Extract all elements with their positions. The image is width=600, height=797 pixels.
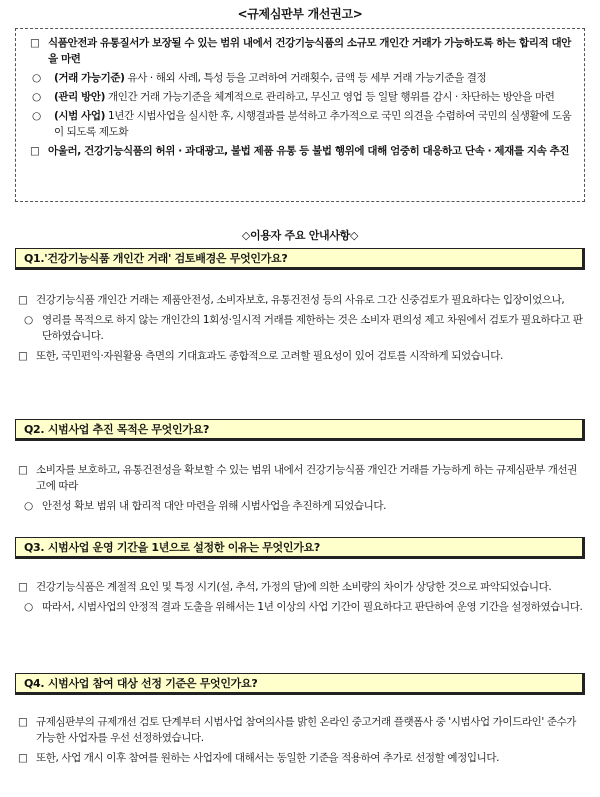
item-label: (관리 방안) (54, 91, 106, 103)
square-bullet-icon: □ (18, 716, 28, 728)
answer-paragraph (18, 348, 584, 364)
page-title: <규제심판부 개선권고> (237, 7, 363, 21)
circle-bullet-icon: ○ (32, 110, 41, 122)
square-bullet-icon: □ (18, 581, 28, 593)
square-bullet-icon: □ (18, 752, 28, 764)
square-bullet-icon: □ (18, 350, 28, 362)
answer-block-q3 (18, 579, 584, 619)
answer-sub-paragraph (18, 498, 584, 514)
answer-paragraph (18, 579, 584, 595)
question-bar-q2: Q2. 시범사업 추진 목적은 무엇인가요? (15, 419, 585, 441)
answer-block-q2 (18, 462, 584, 518)
paragraph-text: 식품안전과 유통질서가 보장될 수 있는 범위 내에서 건강기능식품의 소규모 개인간 거래가 가능하도록 하는 합리적 대안을 마련 (48, 37, 571, 65)
answer-text: 안전성 확보 범위 내 합리적 대안 마련을 위해 시범사업을 추진하게 되었습니다. (42, 500, 387, 512)
item-label: (시범 사업) (54, 110, 106, 122)
answer-sub-paragraph (18, 599, 584, 615)
recommendation-paragraph (30, 143, 574, 159)
answer-text: 영리를 목적으로 하지 않는 개인간의 1회성·일시적 거래를 제한하는 것은 소비자 편의성 제고 차원에서 검토가 필요하다고 판단하였습니다. (42, 314, 583, 342)
answer-text: 따라서, 시범사업의 안정적 결과 도출을 위해서는 1년 이상의 사업 기간이 필요하다고 판단하여 운영 기간을 설정하였습니다. (42, 601, 583, 613)
item-text: 유사 · 해외 사례, 특성 등을 고려하여 거래횟수, 금액 등 세부 거래 가능기준을 결정 (127, 72, 487, 84)
recommendation-paragraph (30, 35, 574, 67)
answer-text: 또한, 사업 개시 이후 참여를 원하는 사업자에 대해서는 동일한 기준을 적용하여 추가로 선정할 예정입니다. (36, 752, 500, 764)
answer-text: 건강기능식품 개인간 거래는 제품안전성, 소비자보호, 유통건전성 등의 사유로 그간 신중검토가 필요하다는 입장이었으나, (36, 294, 565, 306)
answer-block-q4 (18, 714, 584, 770)
circle-bullet-icon: ○ (24, 314, 33, 326)
square-bullet-icon: □ (30, 145, 40, 157)
answer-text: 또한, 국민편익·자원활용 측면의 기대효과도 종합적으로 고려할 필요성이 있어 검토를 시작하게 되었습니다. (36, 350, 503, 362)
recommendation-box (15, 28, 585, 202)
recommendation-item (30, 89, 574, 105)
paragraph-text: 아울러, 건강기능식품의 허위 · 과대광고, 불법 제품 유통 등 불법 행위에 대해 엄중히 대응하고 단속 · 제재를 지속 추진 (48, 145, 570, 157)
question-bar-q3: Q3. 시범사업 운영 기간을 1년으로 설정한 이유는 무엇인가요? (15, 537, 585, 559)
item-text: 1년간 시범사업을 실시한 후, 시행결과를 분석하고 추가적으로 국민 의견을 수렴하여 국민의 실생활에 도움이 되도록 제도화 (54, 110, 572, 138)
answer-paragraph (18, 292, 584, 308)
item-text: 개인간 거래 가능기준을 체계적으로 관리하고, 무신고 영업 등 일탈 행위를 감시 · 차단하는 방안을 마련 (107, 91, 555, 103)
answer-text: 건강기능식품은 계절적 요인 및 특정 시기(설, 추석, 가정의 달)에 의한 소비량의 차이가 상당한 것으로 파악되었습니다. (36, 581, 552, 593)
circle-bullet-icon: ○ (24, 601, 33, 613)
answer-text: 소비자를 보호하고, 유통건전성을 확보할 수 있는 범위 내에서 건강기능식품 개인간 거래를 가능하게 하는 규제심판부 개선권고에 따라 (36, 464, 577, 492)
question-bar-q1: Q1.'건강기능식품 개인간 거래' 검토배경은 무엇인가요? (15, 248, 585, 270)
guide-title: ◇이용자 주요 안내사항◇ (241, 229, 359, 242)
answer-paragraph (18, 714, 584, 746)
answer-text: 규제심판부의 규제개선 검토 단계부터 시범사업 참여의사를 밝힌 온라인 중고거래 플랫폼사 중 '시범사업 가이드라인' 준수가 가능한 사업자를 우선 선정하였습니다. (36, 716, 577, 744)
square-bullet-icon: □ (18, 464, 28, 476)
circle-bullet-icon: ○ (32, 72, 41, 84)
answer-paragraph (18, 462, 584, 494)
recommendation-item (30, 70, 574, 86)
circle-bullet-icon: ○ (24, 500, 33, 512)
item-label: (거래 가능기준) (54, 72, 125, 84)
answer-sub-paragraph (18, 312, 584, 344)
circle-bullet-icon: ○ (32, 91, 41, 103)
question-bar-q4: Q4. 시범사업 참여 대상 선정 기준은 무엇인가요? (15, 673, 585, 695)
answer-block-q1 (18, 292, 584, 368)
answer-paragraph (18, 750, 584, 766)
square-bullet-icon: □ (18, 294, 28, 306)
recommendation-item (30, 108, 574, 140)
square-bullet-icon: □ (30, 37, 40, 49)
